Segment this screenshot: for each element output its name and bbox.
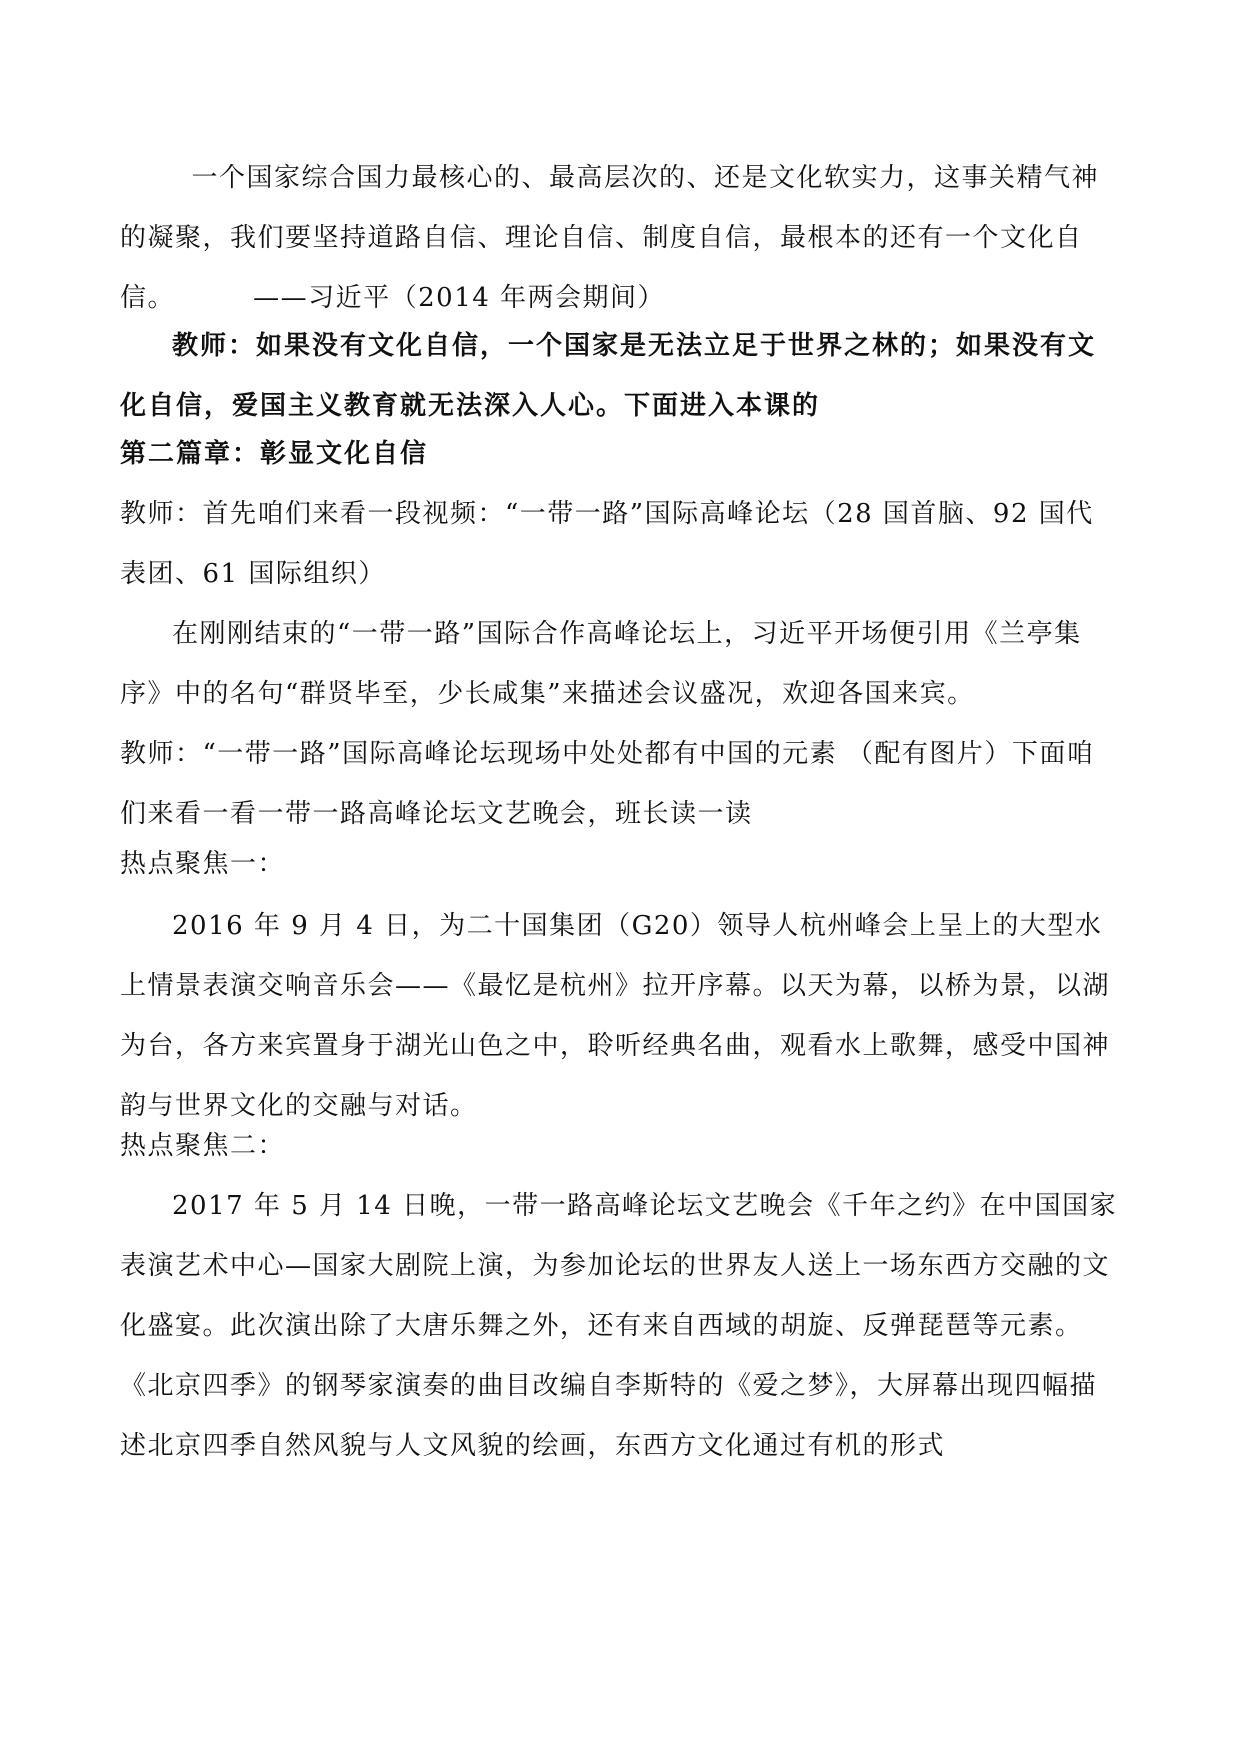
hotspot-one-heading: 热点聚焦一： xyxy=(120,849,286,879)
chapter-heading: 第二篇章：彰显文化自信 xyxy=(120,439,429,469)
forum-paragraph: 在刚刚结束的“一带一路”国际合作高峰论坛上，习近平开场便引用《兰亭集序》中的名句“群贤毕至，少长咸集”来描述会议盛况，欢迎各国来宾。 xyxy=(120,619,1082,709)
hotspot-two-paragraph: 2017 年 5 月 14 日晚，一带一路高峰论坛文艺晚会《千年之约》在中国国家表演艺术中心—国家大剧院上演，为参加论坛的世界友人送上一场东西方交融的文化盛宴。此次演出除了大唐乐舞之外，还有来自西域的胡旋、反弹琵琶等元素。《北京四季》的钢琴家演奏的曲目改编自李斯特的《爱之梦》，大屏幕出现四幅描述北京四季自然风貌与人文风貌的绘画，东西方文化通过有机的形式 xyxy=(120,1191,1118,1461)
hotspot-two-heading: 热点聚焦二： xyxy=(120,1131,286,1161)
teacher-video-paragraph: 教师：首先咱们来看一段视频：“一带一路”国际高峰论坛（28 国首脑、92 国代表团、61 国际组织） xyxy=(120,499,1094,589)
quote-paragraph: 一个国家综合国力最核心的、最高层次的、还是文化软实力，这事关精气神的凝聚，我们要坚持道路自信、理论自信、制度自信，最根本的还有一个文化自信。 ——习近平（2014 年两会期间） xyxy=(120,163,1100,313)
hotspot-one-paragraph: 2016 年 9 月 4 日，为二十国集团（G20）领导人杭州峰会上呈上的大型水上情景表演交响音乐会——《最忆是杭州》拉开序幕。以天为幕，以桥为景，以湖为台，各方来宾置身于湖光山色之中，聆听经典名曲，观看水上歌舞，感受中国神韵与世界文化的交融与对话。 xyxy=(120,911,1111,1121)
teacher-forum-paragraph: 教师：“一带一路”国际高峰论坛现场中处处都有中国的元素 （配有图片）下面咱们来看一看一带一路高峰论坛文艺晚会，班长读一读 xyxy=(120,739,1095,829)
teacher-intro-paragraph: 教师：如果没有文化自信，一个国家是无法立足于世界之林的；如果没有文化自信，爱国主义教育就无法深入人心。下面进入本课的 xyxy=(120,331,1097,421)
